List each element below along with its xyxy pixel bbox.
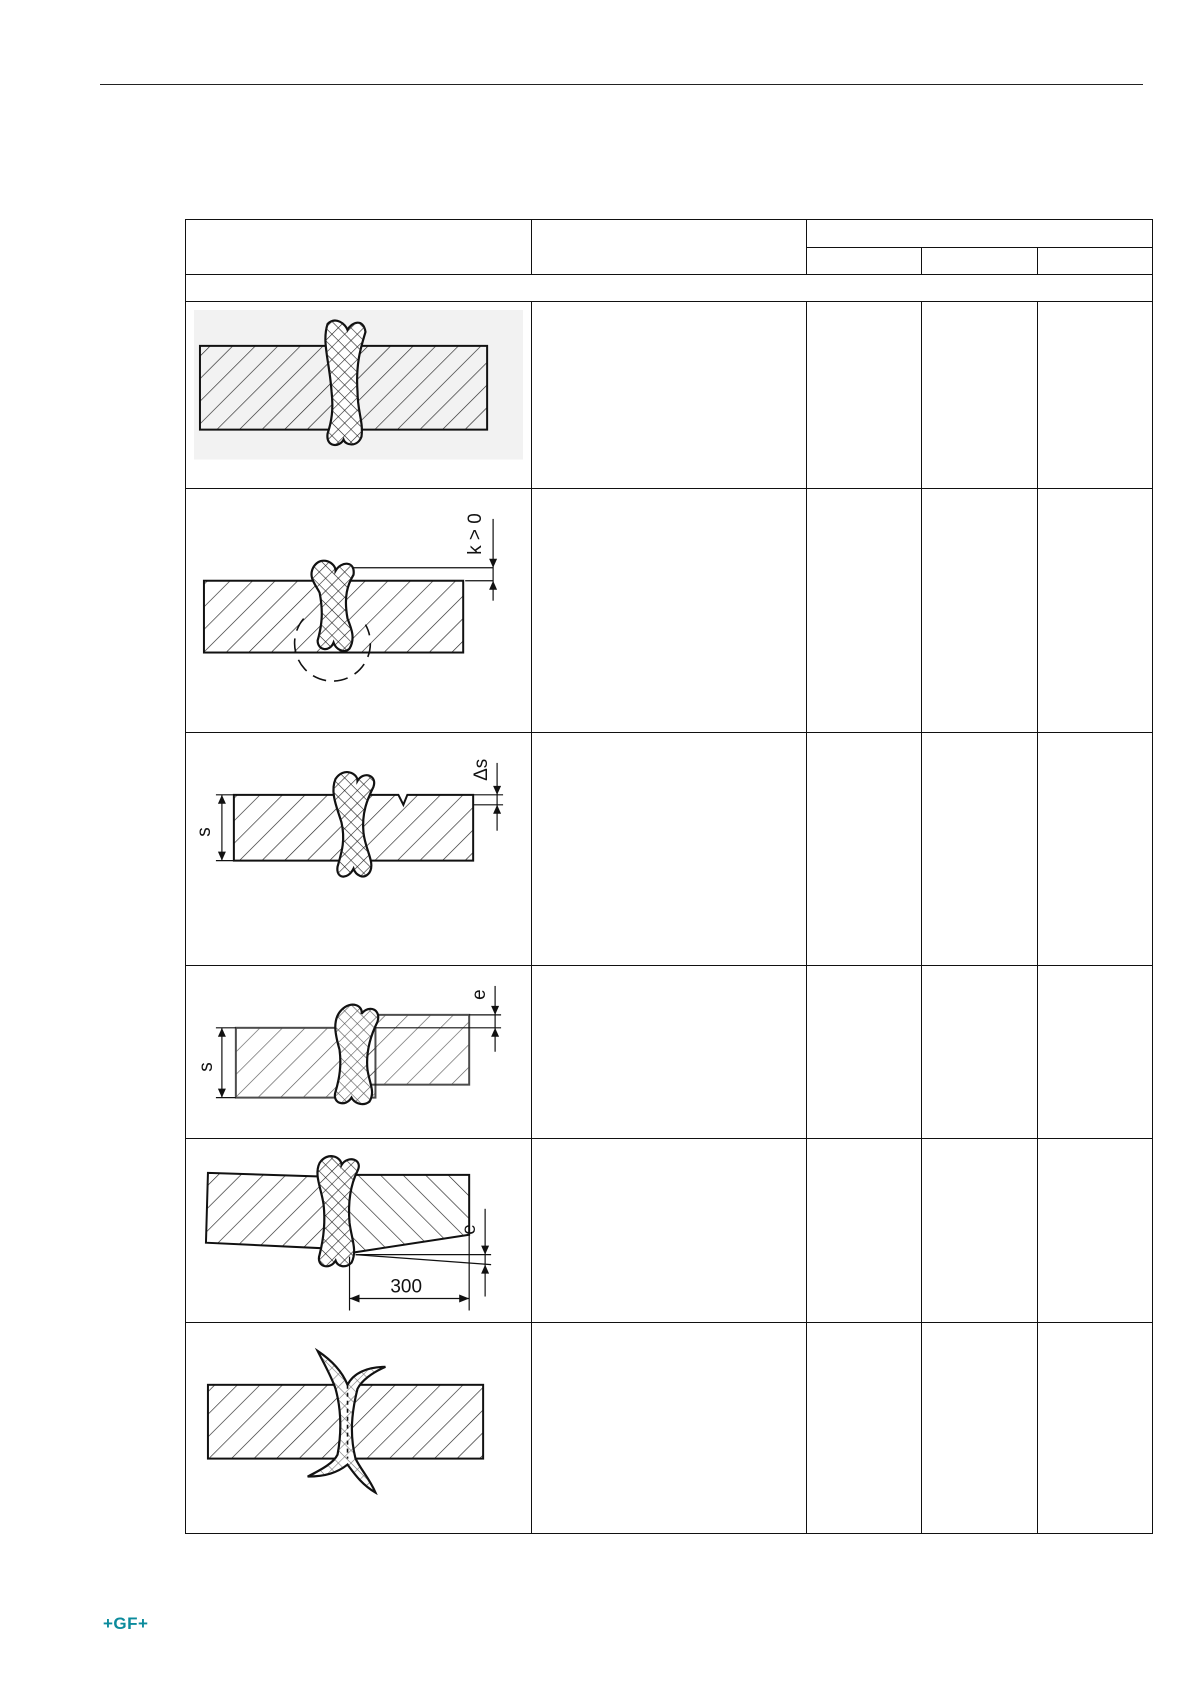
figure-cell <box>186 1323 532 1534</box>
header-cell-evaluation <box>807 220 1153 248</box>
description-cell <box>532 489 807 732</box>
figure-cell <box>186 489 532 732</box>
description-cell <box>532 302 807 489</box>
header-cell-illustration <box>186 220 532 275</box>
header-cell-level-3 <box>1038 248 1153 275</box>
table-row <box>186 1138 1153 1322</box>
fig4-side-label: s <box>195 1062 217 1072</box>
fig4-top-label: e <box>469 989 491 1000</box>
header-cell-level-2 <box>922 248 1038 275</box>
table-row <box>186 302 1153 489</box>
fig3-side-label: s <box>193 826 215 837</box>
header-cell-description <box>532 220 807 275</box>
header-rule <box>100 84 1143 85</box>
table-row <box>186 489 1153 732</box>
level-1-cell <box>807 1138 922 1322</box>
level-1-cell <box>807 1323 922 1534</box>
weld-cross-section-figure-6 <box>186 1323 531 1533</box>
level-2-cell <box>922 732 1038 965</box>
figure-cell <box>186 966 532 1139</box>
description-cell <box>532 1323 807 1534</box>
weld-defects-table <box>185 219 1153 1534</box>
level-1-cell <box>807 302 922 489</box>
level-3-cell <box>1038 489 1153 732</box>
level-3-cell <box>1038 302 1153 489</box>
level-3-cell <box>1038 732 1153 965</box>
level-2-cell <box>922 1138 1038 1322</box>
weld-cross-section-figure-3 <box>186 733 531 965</box>
table-row <box>186 1323 1153 1534</box>
weld-cross-section-figure-2 <box>186 489 531 731</box>
header-cell-level-1 <box>807 248 922 275</box>
description-cell <box>532 1138 807 1322</box>
weld-cross-section-figure-1 <box>186 302 531 488</box>
level-2-cell <box>922 1323 1038 1534</box>
fig5-dimension-label: 300 <box>390 1276 423 1298</box>
level-1-cell <box>807 732 922 965</box>
gf-logo: +GF+ <box>103 1614 149 1633</box>
level-2-cell <box>922 302 1038 489</box>
fig2-label: k > 0 <box>465 513 487 556</box>
description-cell <box>532 732 807 965</box>
figure-cell <box>186 1138 532 1322</box>
description-cell <box>532 966 807 1139</box>
level-3-cell <box>1038 1138 1153 1322</box>
weld-cross-section-figure-5 <box>186 1139 531 1322</box>
fig5-side-label: e <box>459 1223 481 1235</box>
level-2-cell <box>922 966 1038 1139</box>
weld-cross-section-figure-4 <box>186 966 531 1138</box>
level-3-cell <box>1038 966 1153 1139</box>
figure-cell <box>186 302 532 489</box>
level-3-cell <box>1038 1323 1153 1534</box>
section-header-row <box>186 275 1153 302</box>
fig3-top-label: Δs <box>471 758 493 781</box>
level-1-cell <box>807 489 922 732</box>
figure-cell <box>186 732 532 965</box>
level-1-cell <box>807 966 922 1139</box>
level-2-cell <box>922 489 1038 732</box>
table-row <box>186 732 1153 965</box>
table-row <box>186 966 1153 1139</box>
